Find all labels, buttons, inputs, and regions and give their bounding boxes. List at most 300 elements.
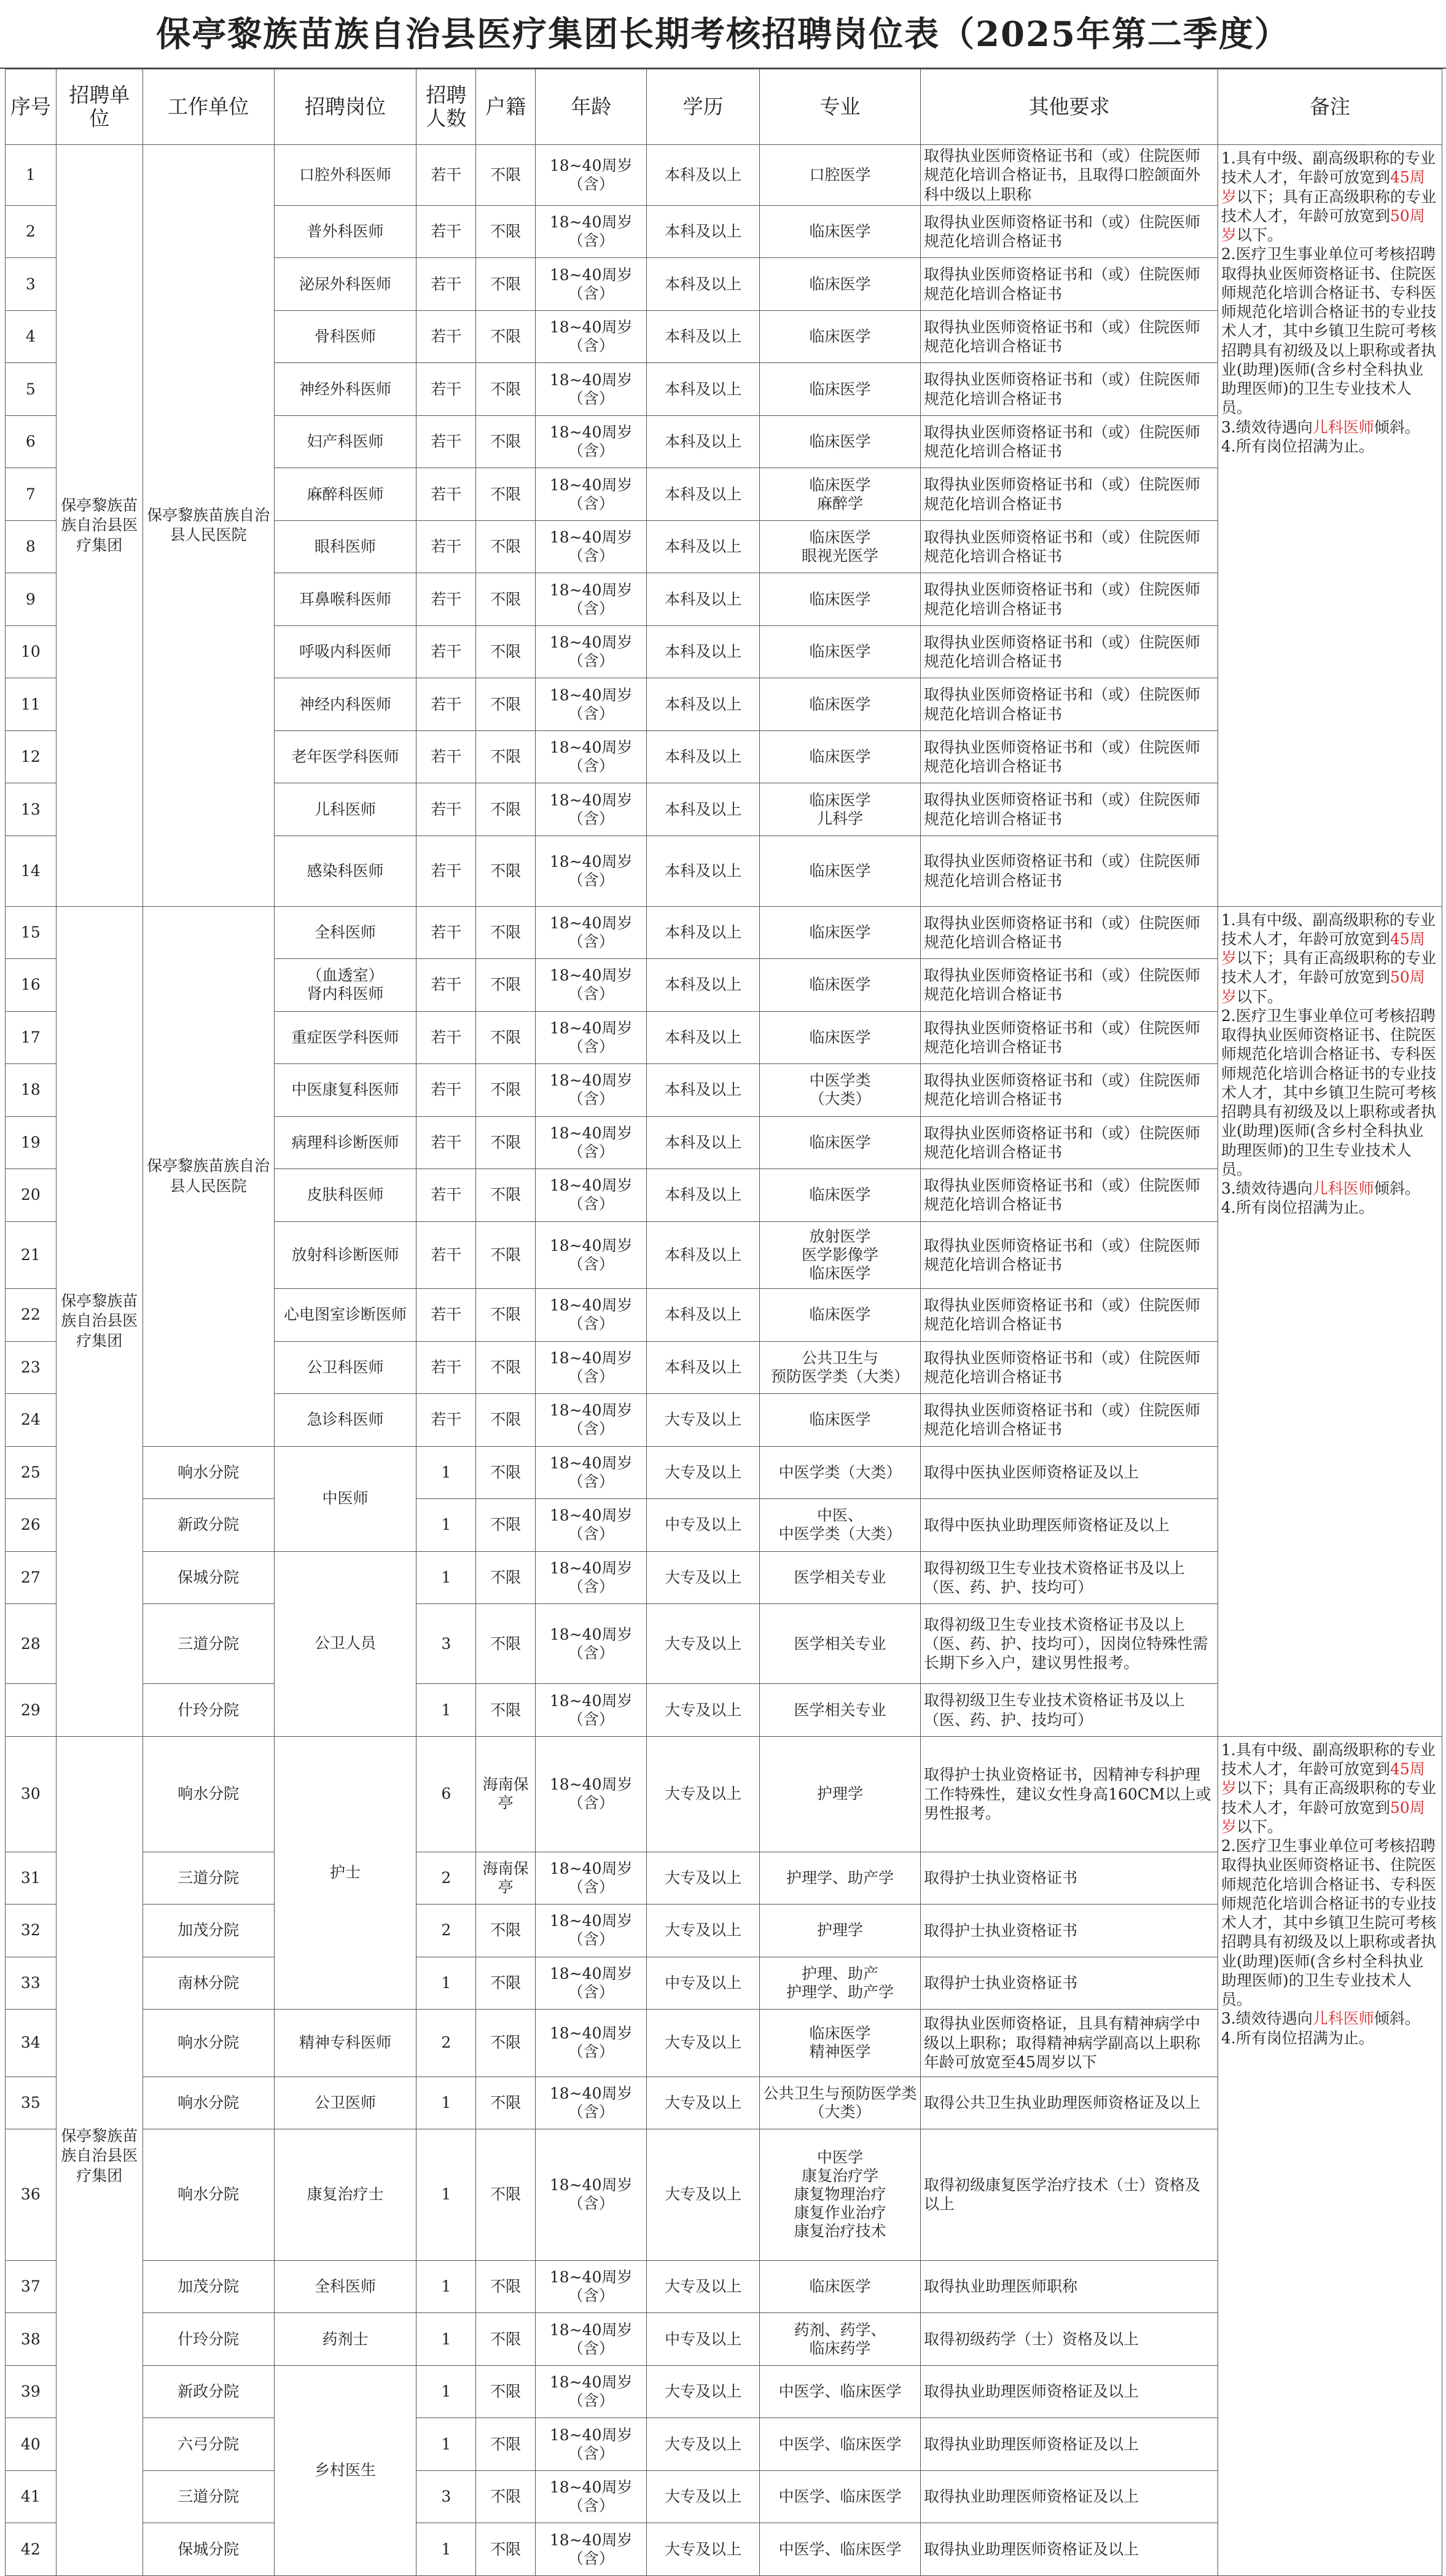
requirement-cell: 取得执业医师资格证书和（或）住院医师规范化培训合格证书 <box>921 415 1218 468</box>
note-text: 以下；具有正高级职称的专业技术人才，年龄可放宽到 <box>1221 949 1436 987</box>
age-cell: 18~40周岁（含） <box>535 2077 646 2129</box>
requirement-cell: 取得护士执业资格证书，因精神专科护理工作特殊性，建议女性身高160CM以上或男性报考。 <box>921 1736 1218 1852</box>
edu-cell: 本科及以上 <box>647 415 759 468</box>
seq-cell: 33 <box>6 1957 57 2010</box>
post-cell: 中医康复科医师 <box>274 1064 416 1117</box>
seq-cell: 39 <box>6 2365 57 2418</box>
hukou-cell: 不限 <box>476 906 536 959</box>
edu-cell: 本科及以上 <box>647 959 759 1012</box>
edu-cell: 大专及以上 <box>647 2365 759 2418</box>
count-cell: 1 <box>416 1446 476 1499</box>
major-cell: 医学相关专业 <box>759 1604 920 1684</box>
age-cell: 18~40周岁（含） <box>535 1341 646 1394</box>
age-cell: 18~40周岁（含） <box>535 2523 646 2576</box>
age-cell: 18~40周岁（含） <box>535 730 646 783</box>
header-hukou: 户籍 <box>476 69 536 145</box>
seq-cell: 16 <box>6 959 57 1012</box>
requirement-cell: 取得初级卫生专业技术资格证书及以上（医、药、护、技均可） <box>921 1684 1218 1737</box>
seq-cell: 7 <box>6 468 57 521</box>
edu-cell: 本科及以上 <box>647 468 759 521</box>
hukou-cell: 不限 <box>476 1684 536 1737</box>
work-cell: 新政分院 <box>143 1499 274 1552</box>
seq-cell: 19 <box>6 1116 57 1169</box>
note-text: 4.所有岗位招满为止。 <box>1221 2029 1374 2047</box>
edu-cell: 本科及以上 <box>647 520 759 573</box>
hukou-cell: 不限 <box>476 2313 536 2366</box>
post-cell: 口腔外科医师 <box>274 145 416 206</box>
seq-cell: 12 <box>6 730 57 783</box>
hukou-cell: 不限 <box>476 1341 536 1394</box>
note-highlight: 儿科医师 <box>1312 1180 1374 1198</box>
edu-cell: 大专及以上 <box>647 2418 759 2471</box>
count-cell: 若干 <box>416 415 476 468</box>
major-cell: 临床医学 <box>759 1289 920 1342</box>
edu-cell: 本科及以上 <box>647 310 759 363</box>
seq-cell: 10 <box>6 625 57 678</box>
age-cell: 18~40周岁（含） <box>535 310 646 363</box>
age-cell: 18~40周岁（含） <box>535 1394 646 1447</box>
hukou-cell: 不限 <box>476 1064 536 1117</box>
count-cell: 若干 <box>416 1064 476 1117</box>
count-cell: 若干 <box>416 258 476 311</box>
work-cell: 响水分院 <box>143 1736 274 1852</box>
post-cell: 心电图室诊断医师 <box>274 1289 416 1342</box>
work-cell: 响水分院 <box>143 2010 274 2077</box>
count-cell: 若干 <box>416 1289 476 1342</box>
seq-cell: 15 <box>6 906 57 959</box>
age-cell: 18~40周岁（含） <box>535 2365 646 2418</box>
major-cell: 护理、助产 护理学、助产学 <box>759 1957 920 2010</box>
age-cell: 18~40周岁（含） <box>535 205 646 258</box>
count-cell: 2 <box>416 1905 476 1957</box>
requirement-cell: 取得执业医师资格证书和（或）住院医师规范化培训合格证书 <box>921 906 1218 959</box>
major-cell: 临床医学 <box>759 1169 920 1222</box>
work-cell: 三道分院 <box>143 1852 274 1905</box>
age-cell: 18~40周岁（含） <box>535 625 646 678</box>
edu-cell: 本科及以上 <box>647 205 759 258</box>
work-cell: 三道分院 <box>143 2470 274 2523</box>
header-unit: 招聘单位 <box>56 69 143 145</box>
seq-cell: 24 <box>6 1394 57 1447</box>
seq-cell: 28 <box>6 1604 57 1684</box>
requirement-cell: 取得执业医师资格证书和（或）住院医师规范化培训合格证书 <box>921 205 1218 258</box>
age-cell: 18~40周岁（含） <box>535 2129 646 2261</box>
seq-cell: 1 <box>6 145 57 206</box>
seq-cell: 35 <box>6 2077 57 2129</box>
edu-cell: 本科及以上 <box>647 730 759 783</box>
hukou-cell: 海南保亭 <box>476 1736 536 1852</box>
age-cell: 18~40周岁（含） <box>535 363 646 416</box>
major-cell: 护理学 <box>759 1905 920 1957</box>
requirement-cell: 取得初级卫生专业技术资格证书及以上（医、药、护、技均可），因岗位特殊性需长期下乡入户，建议男性报考。 <box>921 1604 1218 1684</box>
age-cell: 18~40周岁（含） <box>535 1116 646 1169</box>
edu-cell: 本科及以上 <box>647 1169 759 1222</box>
edu-cell: 大专及以上 <box>647 1684 759 1737</box>
work-cell: 保亭黎族苗族自治县人民医院 <box>143 145 274 906</box>
note-highlight: 45周岁 <box>1221 168 1425 206</box>
hukou-cell: 不限 <box>476 1499 536 1552</box>
note-highlight: 儿科医师 <box>1312 418 1374 436</box>
seq-cell: 14 <box>6 836 57 906</box>
edu-cell: 大专及以上 <box>647 1551 759 1604</box>
header-edu: 学历 <box>647 69 759 145</box>
work-cell: 什玲分院 <box>143 2313 274 2366</box>
note-text: 以下；具有正高级职称的专业技术人才，年龄可放宽到 <box>1221 187 1436 225</box>
requirement-cell: 取得护士执业资格证书 <box>921 1957 1218 2010</box>
note-text: 倾斜。 <box>1374 418 1420 436</box>
major-cell: 临床医学 <box>759 258 920 311</box>
hukou-cell: 不限 <box>476 2365 536 2418</box>
hukou-cell: 不限 <box>476 2077 536 2129</box>
post-cell: 护士 <box>274 1736 416 2009</box>
count-cell: 若干 <box>416 625 476 678</box>
age-cell: 18~40周岁（含） <box>535 959 646 1012</box>
post-cell: 眼科医师 <box>274 520 416 573</box>
requirement-cell: 取得执业医师资格证书和（或）住院医师规范化培训合格证书 <box>921 678 1218 731</box>
seq-cell: 27 <box>6 1551 57 1604</box>
post-cell: 呼吸内科医师 <box>274 625 416 678</box>
edu-cell: 本科及以上 <box>647 1116 759 1169</box>
requirement-cell: 取得执业医师资格证书和（或）住院医师规范化培训合格证书 <box>921 1221 1218 1288</box>
note-text: 2.医疗卫生事业单位可考核招聘取得执业医师资格证书、住院医师规范化培训合格证书、专科医师规范化培训合格证书的专业技术人才，其中乡镇卫生院可考核招聘具有初级及以上职称或者执业(助理)医师(含乡村全科执业助理医师)的卫生专业技术人员。 <box>1221 245 1436 417</box>
note-cell <box>1217 906 1442 1736</box>
work-cell: 三道分院 <box>143 1604 274 1684</box>
post-cell: 公卫科医师 <box>274 1341 416 1394</box>
work-cell: 新政分院 <box>143 2365 274 2418</box>
age-cell: 18~40周岁（含） <box>535 2418 646 2471</box>
hukou-cell: 不限 <box>476 145 536 206</box>
requirement-cell: 取得执业医师资格证书和（或）住院医师规范化培训合格证书 <box>921 959 1218 1012</box>
work-cell: 保亭黎族苗族自治县人民医院 <box>143 906 274 1446</box>
seq-cell: 37 <box>6 2260 57 2313</box>
major-cell: 护理学 <box>759 1736 920 1852</box>
header-age: 年龄 <box>535 69 646 145</box>
major-cell: 中医学、临床医学 <box>759 2365 920 2418</box>
table-header-row <box>6 69 1442 145</box>
post-cell: 急诊科医师 <box>274 1394 416 1447</box>
age-cell: 18~40周岁（含） <box>535 1957 646 2010</box>
seq-cell: 8 <box>6 520 57 573</box>
hukou-cell: 海南保亭 <box>476 1852 536 1905</box>
note-text: 3.绩效待遇向 <box>1221 2010 1313 2028</box>
major-cell: 临床医学 <box>759 415 920 468</box>
edu-cell: 大专及以上 <box>647 2470 759 2523</box>
hukou-cell: 不限 <box>476 363 536 416</box>
major-cell: 临床医学 <box>759 205 920 258</box>
post-cell: 全科医师 <box>274 2260 416 2313</box>
major-cell: 临床医学 <box>759 678 920 731</box>
post-cell: （血透室） 肾内科医师 <box>274 959 416 1012</box>
count-cell: 3 <box>416 1604 476 1684</box>
count-cell: 1 <box>416 2523 476 2576</box>
edu-cell: 大专及以上 <box>647 1604 759 1684</box>
note-text: 以下。 <box>1236 226 1283 245</box>
post-cell: 放射科诊断医师 <box>274 1221 416 1288</box>
note-text: 以下。 <box>1236 1817 1283 1836</box>
requirement-cell: 取得执业医师资格证书和（或）住院医师规范化培训合格证书 <box>921 783 1218 836</box>
hukou-cell: 不限 <box>476 1011 536 1064</box>
requirement-cell: 取得护士执业资格证书 <box>921 1905 1218 1957</box>
edu-cell: 中专及以上 <box>647 1957 759 2010</box>
age-cell: 18~40周岁（含） <box>535 2313 646 2366</box>
count-cell: 1 <box>416 2418 476 2471</box>
hukou-cell: 不限 <box>476 205 536 258</box>
work-cell: 什玲分院 <box>143 1684 274 1737</box>
unit-cell: 保亭黎族苗族自治县医疗集团 <box>56 906 143 1736</box>
count-cell: 若干 <box>416 363 476 416</box>
hukou-cell: 不限 <box>476 625 536 678</box>
major-cell: 临床医学 <box>759 730 920 783</box>
age-cell: 18~40周岁（含） <box>535 573 646 626</box>
table-row <box>6 1736 1442 1852</box>
post-cell: 皮肤科医师 <box>274 1169 416 1222</box>
edu-cell: 本科及以上 <box>647 573 759 626</box>
major-cell: 临床医学 <box>759 573 920 626</box>
post-cell: 泌尿外科医师 <box>274 258 416 311</box>
note-text: 2.医疗卫生事业单位可考核招聘取得执业医师资格证书、住院医师规范化培训合格证书、专科医师规范化培训合格证书的专业技术人才，其中乡镇卫生院可考核招聘具有初级及以上职称或者执业(助理)医师(含乡村全科执业助理医师)的卫生专业技术人员。 <box>1221 1006 1436 1178</box>
seq-cell: 13 <box>6 783 57 836</box>
seq-cell: 26 <box>6 1499 57 1552</box>
seq-cell: 34 <box>6 2010 57 2077</box>
requirement-cell: 取得初级卫生专业技术资格证书及以上（医、药、护、技均可） <box>921 1551 1218 1604</box>
hukou-cell: 不限 <box>476 2470 536 2523</box>
post-cell: 神经外科医师 <box>274 363 416 416</box>
note-text: 2.医疗卫生事业单位可考核招聘取得执业医师资格证书、住院医师规范化培训合格证书、专科医师规范化培训合格证书的专业技术人才，其中乡镇卫生院可考核招聘具有初级及以上职称或者执业(助理)医师(含乡村全科执业助理医师)的卫生专业技术人员。 <box>1221 1837 1436 2009</box>
count-cell: 若干 <box>416 1011 476 1064</box>
seq-cell: 36 <box>6 2129 57 2261</box>
post-cell: 骨科医师 <box>274 310 416 363</box>
requirement-cell: 取得中医执业助理医师资格证及以上 <box>921 1499 1218 1552</box>
hukou-cell: 不限 <box>476 1394 536 1447</box>
hukou-cell: 不限 <box>476 468 536 521</box>
edu-cell: 本科及以上 <box>647 145 759 206</box>
hukou-cell: 不限 <box>476 1604 536 1684</box>
major-cell: 临床医学 <box>759 959 920 1012</box>
requirement-cell: 取得执业医师资格证书和（或）住院医师规范化培训合格证书 <box>921 1289 1218 1342</box>
major-cell: 护理学、助产学 <box>759 1852 920 1905</box>
note-text: 以下。 <box>1236 987 1283 1006</box>
hukou-cell: 不限 <box>476 1957 536 2010</box>
count-cell: 若干 <box>416 1116 476 1169</box>
major-cell: 中医学、临床医学 <box>759 2523 920 2576</box>
major-cell: 中医学类（大类） <box>759 1446 920 1499</box>
edu-cell: 大专及以上 <box>647 1394 759 1447</box>
post-cell: 中医师 <box>274 1446 416 1551</box>
edu-cell: 本科及以上 <box>647 258 759 311</box>
count-cell: 若干 <box>416 1221 476 1288</box>
requirement-cell: 取得执业助理医师资格证及以上 <box>921 2365 1218 2418</box>
hukou-cell: 不限 <box>476 1116 536 1169</box>
hukou-cell: 不限 <box>476 1221 536 1288</box>
hukou-cell: 不限 <box>476 1169 536 1222</box>
edu-cell: 本科及以上 <box>647 906 759 959</box>
note-highlight: 50周岁 <box>1221 206 1425 245</box>
post-cell: 精神专科医师 <box>274 2010 416 2077</box>
age-cell: 18~40周岁（含） <box>535 415 646 468</box>
note-highlight: 50周岁 <box>1221 968 1425 1006</box>
count-cell: 若干 <box>416 836 476 906</box>
count-cell: 若干 <box>416 783 476 836</box>
edu-cell: 本科及以上 <box>647 1289 759 1342</box>
post-cell: 公卫人员 <box>274 1551 416 1736</box>
seq-cell: 42 <box>6 2523 57 2576</box>
post-cell: 神经内科医师 <box>274 678 416 731</box>
count-cell: 1 <box>416 1499 476 1552</box>
post-cell: 感染科医师 <box>274 836 416 906</box>
requirement-cell: 取得执业医师资格证书和（或）住院医师规范化培训合格证书 <box>921 625 1218 678</box>
edu-cell: 本科及以上 <box>647 783 759 836</box>
work-cell: 响水分院 <box>143 2077 274 2129</box>
age-cell: 18~40周岁（含） <box>535 1221 646 1288</box>
seq-cell: 9 <box>6 573 57 626</box>
header-seq: 序号 <box>6 69 57 145</box>
requirement-cell: 取得执业医师资格证书和（或）住院医师规范化培训合格证书 <box>921 258 1218 311</box>
age-cell: 18~40周岁（含） <box>535 2010 646 2077</box>
post-cell: 重症医学科医师 <box>274 1011 416 1064</box>
hukou-cell: 不限 <box>476 1551 536 1604</box>
age-cell: 18~40周岁（含） <box>535 2260 646 2313</box>
age-cell: 18~40周岁（含） <box>535 1736 646 1852</box>
seq-cell: 5 <box>6 363 57 416</box>
major-cell: 口腔医学 <box>759 145 920 206</box>
header-major: 专业 <box>759 69 920 145</box>
count-cell: 1 <box>416 2260 476 2313</box>
hukou-cell: 不限 <box>476 836 536 906</box>
count-cell: 若干 <box>416 1341 476 1394</box>
age-cell: 18~40周岁（含） <box>535 836 646 906</box>
count-cell: 1 <box>416 1684 476 1737</box>
count-cell: 若干 <box>416 906 476 959</box>
work-cell: 保城分院 <box>143 2523 274 2576</box>
edu-cell: 大专及以上 <box>647 1852 759 1905</box>
seq-cell: 6 <box>6 415 57 468</box>
edu-cell: 大专及以上 <box>647 2523 759 2576</box>
post-cell: 公卫医师 <box>274 2077 416 2129</box>
age-cell: 18~40周岁（含） <box>535 678 646 731</box>
count-cell: 若干 <box>416 1169 476 1222</box>
requirement-cell: 取得执业助理医师资格证及以上 <box>921 2470 1218 2523</box>
seq-cell: 18 <box>6 1064 57 1117</box>
hukou-cell: 不限 <box>476 520 536 573</box>
seq-cell: 21 <box>6 1221 57 1288</box>
hukou-cell: 不限 <box>476 310 536 363</box>
edu-cell: 本科及以上 <box>647 1064 759 1117</box>
seq-cell: 20 <box>6 1169 57 1222</box>
count-cell: 1 <box>416 2129 476 2261</box>
requirement-cell: 取得执业医师资格证书和（或）住院医师规范化培训合格证书 <box>921 468 1218 521</box>
hukou-cell: 不限 <box>476 415 536 468</box>
work-cell: 响水分院 <box>143 2129 274 2261</box>
major-cell: 公共卫生与预防医学类（大类） <box>759 2077 920 2129</box>
age-cell: 18~40周岁（含） <box>535 1551 646 1604</box>
major-cell: 药剂、药学、 临床药学 <box>759 2313 920 2366</box>
note-text: 4.所有岗位招满为止。 <box>1221 437 1374 455</box>
count-cell: 若干 <box>416 520 476 573</box>
edu-cell: 本科及以上 <box>647 1011 759 1064</box>
count-cell: 3 <box>416 2470 476 2523</box>
seq-cell: 31 <box>6 1852 57 1905</box>
hukou-cell: 不限 <box>476 2418 536 2471</box>
major-cell: 公共卫生与 预防医学类（大类） <box>759 1341 920 1394</box>
requirement-cell: 取得执业医师资格证，且具有精神病学中级以上职称；取得精神病学副高以上职称年龄可放宽至45周岁以下 <box>921 2010 1218 2077</box>
edu-cell: 中专及以上 <box>647 2313 759 2366</box>
major-cell: 临床医学 <box>759 836 920 906</box>
edu-cell: 中专及以上 <box>647 1499 759 1552</box>
edu-cell: 本科及以上 <box>647 678 759 731</box>
age-cell: 18~40周岁（含） <box>535 2470 646 2523</box>
edu-cell: 本科及以上 <box>647 1341 759 1394</box>
major-cell: 医学相关专业 <box>759 1684 920 1737</box>
requirement-cell: 取得初级康复医学治疗技术（士）资格及以上 <box>921 2129 1218 2261</box>
note-highlight: 45周岁 <box>1221 1760 1425 1798</box>
age-cell: 18~40周岁（含） <box>535 1011 646 1064</box>
hukou-cell: 不限 <box>476 1905 536 1957</box>
major-cell: 临床医学 <box>759 906 920 959</box>
work-cell: 六弓分院 <box>143 2418 274 2471</box>
major-cell: 临床医学 精神医学 <box>759 2010 920 2077</box>
major-cell: 放射医学 医学影像学 临床医学 <box>759 1221 920 1288</box>
requirement-cell: 取得执业医师资格证书和（或）住院医师规范化培训合格证书 <box>921 1169 1218 1222</box>
seq-cell: 4 <box>6 310 57 363</box>
requirement-cell: 取得执业医师资格证书和（或）住院医师规范化培训合格证书 <box>921 1341 1218 1394</box>
count-cell: 2 <box>416 1852 476 1905</box>
major-cell: 中医学 康复治疗学 康复物理治疗 康复作业治疗 康复治疗技术 <box>759 2129 920 2261</box>
note-text: 倾斜。 <box>1374 2010 1420 2028</box>
header-req: 其他要求 <box>921 69 1218 145</box>
requirement-cell: 取得初级药学（士）资格及以上 <box>921 2313 1218 2366</box>
post-cell: 病理科诊断医师 <box>274 1116 416 1169</box>
count-cell: 若干 <box>416 468 476 521</box>
hukou-cell: 不限 <box>476 783 536 836</box>
note-cell <box>1217 1736 1442 2575</box>
major-cell: 中医学、临床医学 <box>759 2418 920 2471</box>
hukou-cell: 不限 <box>476 2523 536 2576</box>
requirement-cell: 取得执业医师资格证书和（或）住院医师规范化培训合格证书 <box>921 1011 1218 1064</box>
seq-cell: 11 <box>6 678 57 731</box>
requirement-cell: 取得执业医师资格证书和（或）住院医师规范化培训合格证书 <box>921 730 1218 783</box>
age-cell: 18~40周岁（含） <box>535 1289 646 1342</box>
major-cell: 临床医学 <box>759 363 920 416</box>
header-note: 备注 <box>1217 69 1442 145</box>
major-cell: 临床医学 儿科学 <box>759 783 920 836</box>
requirement-cell: 取得中医执业医师资格证及以上 <box>921 1446 1218 1499</box>
age-cell: 18~40周岁（含） <box>535 1446 646 1499</box>
hukou-cell: 不限 <box>476 678 536 731</box>
post-cell: 全科医师 <box>274 906 416 959</box>
count-cell: 若干 <box>416 1394 476 1447</box>
seq-cell: 25 <box>6 1446 57 1499</box>
edu-cell: 大专及以上 <box>647 2260 759 2313</box>
age-cell: 18~40周岁（含） <box>535 1499 646 1552</box>
count-cell: 1 <box>416 1957 476 2010</box>
unit-cell: 保亭黎族苗族自治县医疗集团 <box>56 1736 143 2575</box>
post-cell: 乡村医生 <box>274 2365 416 2575</box>
seq-cell: 40 <box>6 2418 57 2471</box>
major-cell: 中医学、临床医学 <box>759 2470 920 2523</box>
requirement-cell: 取得执业医师资格证书和（或）住院医师规范化培训合格证书 <box>921 1064 1218 1117</box>
major-cell: 中医、 中医学类（大类） <box>759 1499 920 1552</box>
note-highlight: 50周岁 <box>1221 1798 1425 1836</box>
hukou-cell: 不限 <box>476 2010 536 2077</box>
age-cell: 18~40周岁（含） <box>535 1169 646 1222</box>
count-cell: 1 <box>416 2313 476 2366</box>
header-count: 招聘人数 <box>416 69 476 145</box>
requirement-cell: 取得执业医师资格证书和（或）住院医师规范化培训合格证书 <box>921 573 1218 626</box>
note-cell <box>1217 145 1442 906</box>
count-cell: 若干 <box>416 310 476 363</box>
requirement-cell: 取得执业医师资格证书和（或）住院医师规范化培训合格证书，且取得口腔颌面外科中级以上职称 <box>921 145 1218 206</box>
note-text: 1.具有中级、副高级职称的专业技术人才，年龄可放宽到 <box>1221 149 1436 187</box>
